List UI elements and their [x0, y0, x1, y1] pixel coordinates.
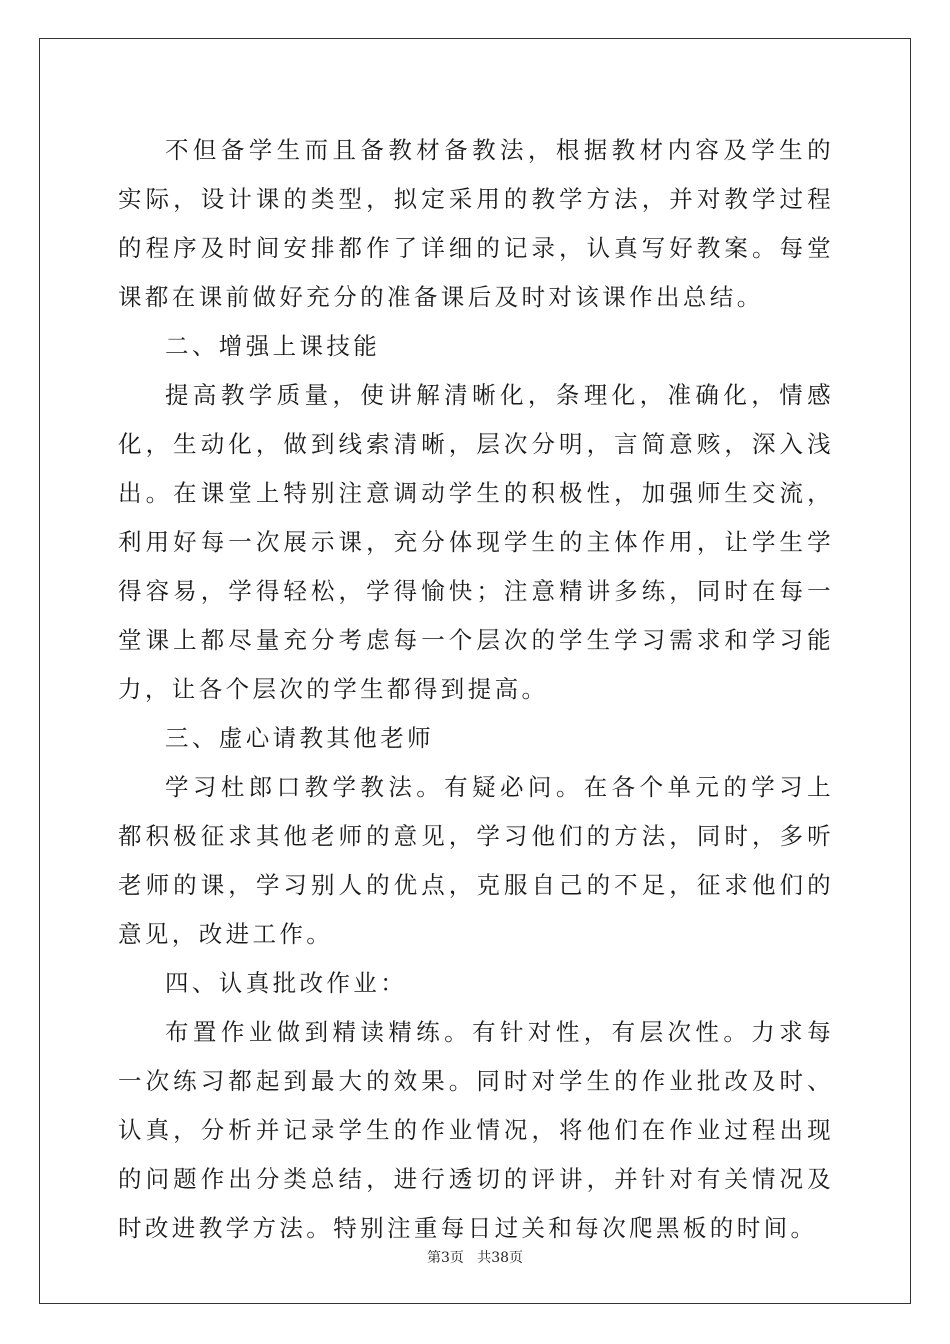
total-pages: 38 — [491, 1250, 510, 1266]
paragraph-teaching-quality: 提高教学质量，使讲解清晰化，条理化，准确化，情感化，生动化，做到线索清晰，层次分明，言简意赅，深入浅出。在课堂上特别注意调动学生的积极性，加强师生交流，利用好每一次展示课，充分体现学生的主体作用，让学生学得容易，学得轻松，学得愉快；注意精讲多练，同时在每一堂课上都尽量充分考虑每一个层次的学生学习需求和学习能力，让各个层次的学生都得到提高。 — [118, 381, 834, 703]
section-heading-homework: 四、认真批改作业： — [165, 969, 408, 997]
document-body — [118, 126, 834, 1253]
page-label-suffix: 页 — [449, 1250, 464, 1266]
section-heading-consult-teachers: 三、虚心请教其他老师 — [165, 724, 434, 752]
total-label-suffix: 页 — [509, 1250, 524, 1266]
paragraph-learning-methods: 学习杜郎口教学教法。有疑必问。在各个单元的学习上都积极征求其他老师的意见，学习他们的方法，同时，多听老师的课，学习别人的优点，克服自己的不足，征求他们的意见，改进工作。 — [118, 773, 834, 948]
paragraph-lesson-prep: 不但备学生而且备教材备教法，根据教材内容及学生的实际，设计课的类型，拟定采用的教学方法，并对教学过程的程序及时间安排都作了详细的记录，认真写好教案。每堂课都在课前做好充分的准备课后及时对该课作出总结。 — [118, 136, 834, 311]
page-number: 3 — [440, 1250, 450, 1266]
section-heading-teaching-skills: 二、增强上课技能 — [165, 332, 381, 360]
total-label-prefix: 共 — [477, 1250, 492, 1266]
paragraph-homework-assignment: 布置作业做到精读精练。有针对性，有层次性。力求每一次练习都起到最大的效果。同时对学生的作业批改及时、认真，分析并记录学生的作业情况，将他们在作业过程出现的问题作出分类总结，进行透切的评讲，并针对有关情况及时改进教学方法。特别注重每日过关和每次爬黑板的时间。 — [118, 1018, 834, 1242]
page-label-prefix: 第 — [426, 1250, 441, 1266]
page-footer — [0, 1247, 950, 1267]
